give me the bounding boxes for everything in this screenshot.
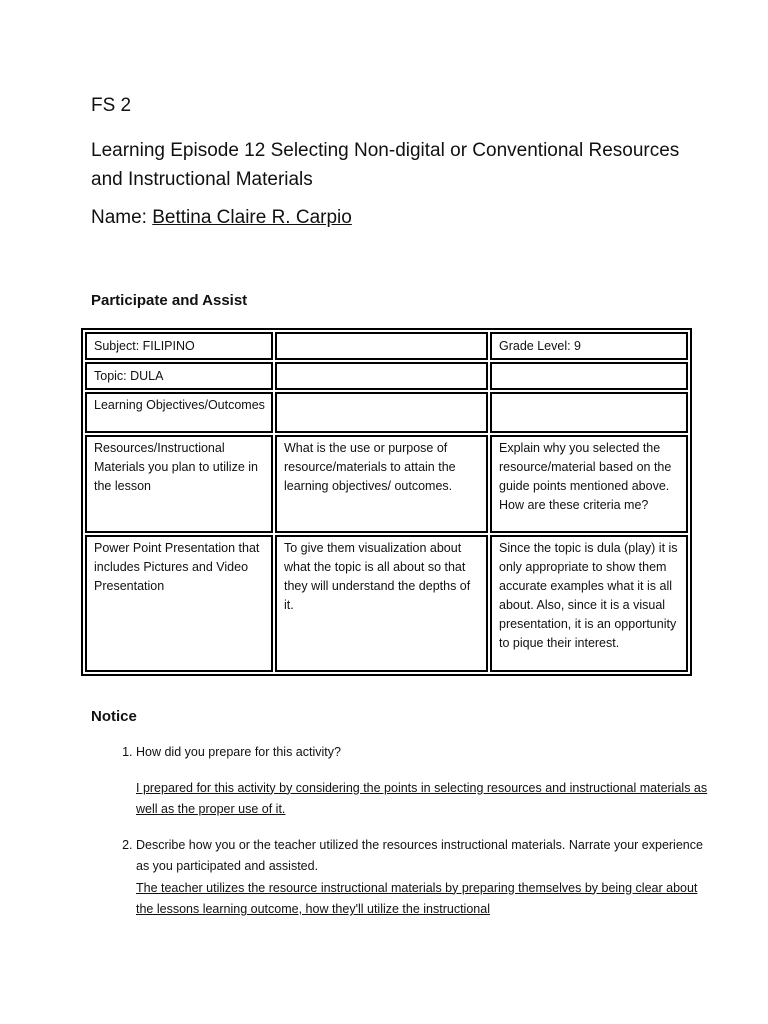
subject-cell: Subject: FILIPINO (85, 332, 273, 360)
grade-level-cell: Grade Level: 9 (490, 332, 688, 360)
table-row (85, 332, 688, 360)
empty-cell (490, 392, 688, 433)
empty-cell (275, 332, 488, 360)
objectives-cell: Learning Objectives/Outcomes (85, 392, 273, 433)
course-code: FS 2 (91, 95, 132, 116)
empty-cell (275, 362, 488, 390)
episode-title: Learning Episode 12 Selecting Non-digital or Conventional Resources and Instructional Materials (91, 140, 680, 190)
empty-cell (275, 392, 488, 433)
rationale-cell: Since the topic is dula (play) it is only appropriate to show them accurate examples what it is all about. Also, since it is a visual presentation, it is an opportunity to pique their interest. (490, 535, 688, 672)
participate-heading: Participate and Assist (91, 292, 248, 309)
list-item (136, 742, 716, 821)
resource-cell: Power Point Presentation that includes Pictures and Video Presentation (85, 535, 273, 672)
resource-plan-table (81, 328, 692, 676)
table-row (85, 535, 688, 672)
table-row (85, 362, 688, 390)
student-name-line (91, 207, 352, 229)
question-text: 2. Describe how you or the teacher utilized the resources instructional materials. Narrate your experience as you participated and assisted. (136, 837, 703, 873)
question-text: 1. How did you prepare for this activity? (136, 745, 341, 759)
list-item (136, 835, 716, 921)
name-label: Name: (91, 207, 147, 228)
topic-cell: Topic: DULA (85, 362, 273, 390)
notice-question-list (91, 742, 716, 921)
table-row (85, 392, 688, 433)
rationale-header-cell: Explain why you selected the resource/material based on the guide points mentioned above. How are these criteria me? (490, 435, 688, 533)
empty-cell (490, 362, 688, 390)
purpose-header-cell: What is the use or purpose of resource/materials to attain the learning objectives/ outcomes. (275, 435, 488, 533)
resources-header-cell: Resources/Instructional Materials you plan to utilize in the lesson (85, 435, 273, 533)
notice-heading: Notice (91, 708, 137, 725)
answer-text: The teacher utilizes the resource instructional materials by preparing themselves by being clear about the lessons learning outcome, how they'll utilize the instructional (136, 880, 698, 916)
answer-text: I prepared for this activity by considering the points in selecting resources and instructional materials as well as the proper use of it. (136, 780, 708, 816)
purpose-cell: To give them visualization about what the topic is all about so that they will understand the depths of it. (275, 535, 488, 672)
table-row (85, 435, 688, 533)
student-name: Bettina Claire R. Carpio (152, 207, 352, 228)
